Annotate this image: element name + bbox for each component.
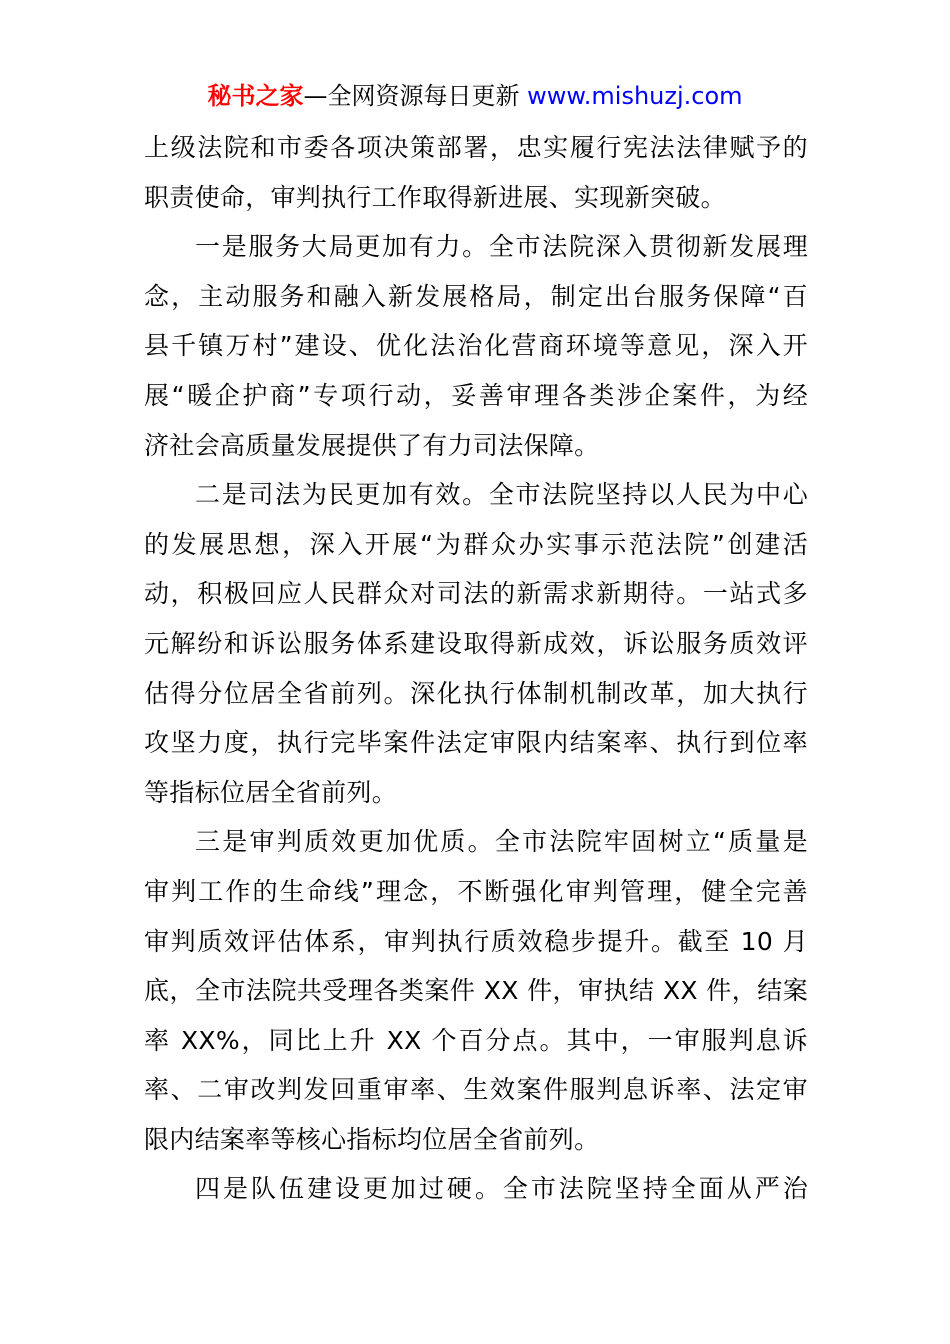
text-line: 估得分位居全省前列。深化执行体制机制改革，加大执行 (144, 678, 808, 708)
site-tagline: —全网资源每日更新 (303, 82, 528, 110)
paragraph-trial-quality (144, 817, 808, 1164)
text-line: 的发展思想，深入开展“为群众办实事示范法院”创建活 (144, 529, 808, 559)
text-line: 一是服务大局更加有力。全市法院深入贯彻新发展理 (195, 232, 808, 262)
paragraph-justice-for-people (144, 470, 808, 817)
text-line: 展“暖企护商”专项行动，妥善审理各类涉企案件，为经 (144, 380, 808, 410)
paragraph-team-building (144, 1164, 808, 1214)
site-header (0, 80, 950, 112)
text-line: 攻坚力度，执行完毕案件法定审限内结案率、执行到位率 (144, 728, 808, 758)
document-body (144, 123, 808, 1214)
text-line: 县千镇万村”建设、优化法治化营商环境等意见，深入开 (144, 331, 808, 361)
text-line: 念，主动服务和融入新发展格局，制定出台服务保障“百 (144, 281, 808, 311)
text-line: 职责使命，审判执行工作取得新进展、实现新突破。 (144, 182, 726, 212)
text-line: 元解纷和诉讼服务体系建设取得新成效，诉讼服务质效评 (144, 628, 808, 658)
paragraph-intro (144, 123, 808, 222)
site-brand: 秘书之家 (207, 82, 304, 110)
paragraph-service-overall (144, 222, 808, 470)
site-url-link[interactable]: www.mishuzj.com (527, 82, 743, 110)
text-line: 上级法院和市委各项决策部署，忠实履行宪法法律赋予的 (144, 133, 808, 162)
text-line: 审判工作的生命线”理念，不断强化审判管理，健全完善 (144, 876, 808, 906)
text-line: 限内结案率等核心指标均位居全省前列。 (144, 1124, 600, 1154)
text-line: 二是司法为民更加有效。全市法院坚持以人民为中心 (195, 480, 808, 510)
text-line: 动，积极回应人民群众对司法的新需求新期待。一站式多 (144, 579, 808, 609)
text-line: 等指标位居全省前列。 (144, 777, 398, 807)
text-line: 率、二审改判发回重审率、生效案件服判息诉率、法定审 (144, 1075, 808, 1105)
text-line: 底，全市法院共受理各类案件 XX 件，审执结 XX 件，结案 (144, 976, 808, 1006)
text-line: 率 XX%，同比上升 XX 个百分点。其中，一审服判息诉 (144, 1025, 808, 1055)
text-line: 审判质效评估体系，审判执行质效稳步提升。截至 10 月 (144, 926, 808, 956)
text-line: 济社会高质量发展提供了有力司法保障。 (144, 430, 600, 460)
text-line: 四是队伍建设更加过硬。全市法院坚持全面从严治 (195, 1174, 808, 1204)
text-line: 三是审判质效更加优质。全市法院牢固树立“质量是 (195, 827, 808, 857)
